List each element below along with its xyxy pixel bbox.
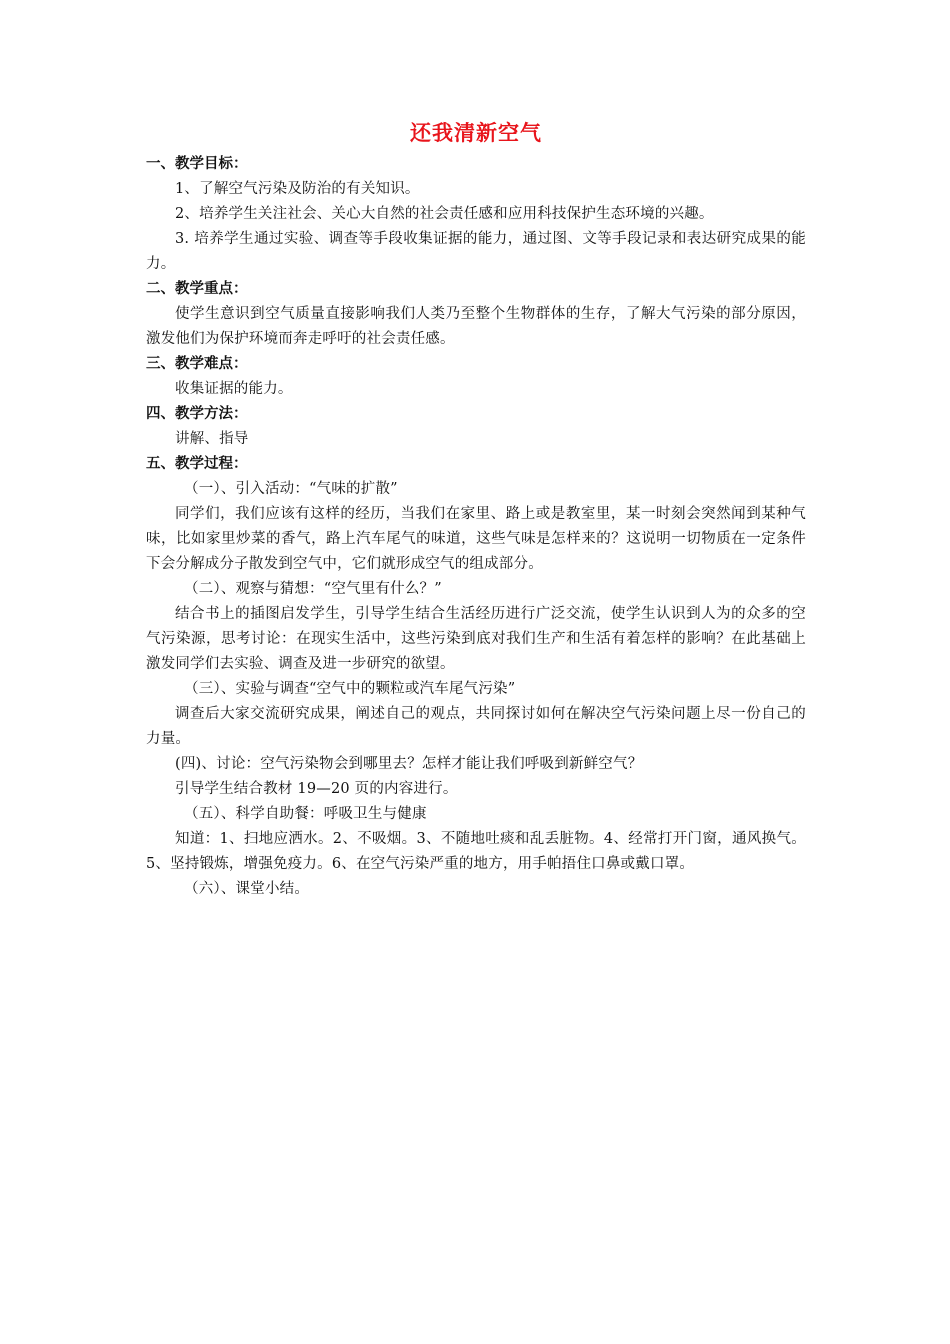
section-heading: 四、教学方法： <box>146 406 248 422</box>
subsection-heading: （五）、科学自助餐：呼吸卫生与健康 <box>184 806 427 822</box>
paragraph: 讲解、指导 <box>175 431 249 447</box>
subsection-heading: （二）、观察与猜想：“空气里有什么？” <box>184 581 442 597</box>
paragraph: 3. 培养学生通过实验、调查等手段收集证据的能力，通过图、文等手段记录和表达研究成果的能力。 <box>146 231 806 272</box>
section-heading: 三、教学难点： <box>146 356 248 372</box>
document-page <box>146 118 806 902</box>
section-process <box>146 452 806 902</box>
paragraph: 同学们，我们应该有这样的经历，当我们在家里、路上或是教室里，某一时刻会突然闻到某种气味，比如家里炒菜的香气，路上汽车尾气的味道，这些气味是怎样来的？这说明一切物质在一定条件下会分解成分子散发到空气中，它们就形成空气的组成部分。 <box>146 506 806 572</box>
section-heading: 一、教学目标： <box>146 156 248 172</box>
paragraph: 引导学生结合教材 19—20 页的内容进行。 <box>175 781 458 797</box>
section-teaching-goals <box>146 152 806 277</box>
document-title: 还我清新空气 <box>410 121 542 145</box>
paragraph: 知道：1、扫地应洒水。2、不吸烟。3、不随地吐痰和乱丢脏物。4、经常打开门窗，通风换气。5、坚持锻炼，增强免疫力。6、在空气污染严重的地方，用手帕捂住口鼻或戴口罩。 <box>146 831 806 872</box>
paragraph: 收集证据的能力。 <box>175 381 293 397</box>
section-methods <box>146 402 806 452</box>
section-difficulties <box>146 352 806 402</box>
paragraph: 2、培养学生关注社会、关心大自然的社会责任感和应用科技保护生态环境的兴趣。 <box>175 206 714 222</box>
paragraph: 使学生意识到空气质量直接影响我们人类乃至整个生物群体的生存，了解大气污染的部分原因，激发他们为保护环境而奔走呼吁的社会责任感。 <box>146 306 806 347</box>
subsection-heading: （六）、课堂小结。 <box>184 881 310 897</box>
subsection-heading: （一）、引入活动：“气味的扩散” <box>184 481 398 497</box>
section-heading: 五、教学过程： <box>146 456 248 472</box>
paragraph: 结合书上的插图启发学生，引导学生结合生活经历进行广泛交流，使学生认识到人为的众多的空气污染源，思考讨论：在现实生活中，这些污染到底对我们生产和生活有着怎样的影响？在此基础上激发同学们去实验、调查及进一步研究的欲望。 <box>146 606 806 672</box>
subsection-heading: (四)、讨论：空气污染物会到哪里去？怎样才能让我们呼吸到新鲜空气？ <box>175 756 643 772</box>
paragraph: 1、了解空气污染及防治的有关知识。 <box>175 181 420 197</box>
subsection-heading: （三）、实验与调查“空气中的颗粒或汽车尾气污染” <box>184 681 516 697</box>
paragraph: 调查后大家交流研究成果，阐述自己的观点，共同探讨如何在解决空气污染问题上尽一份自己的力量。 <box>146 706 806 747</box>
section-key-points <box>146 277 806 352</box>
section-heading: 二、教学重点： <box>146 281 248 297</box>
